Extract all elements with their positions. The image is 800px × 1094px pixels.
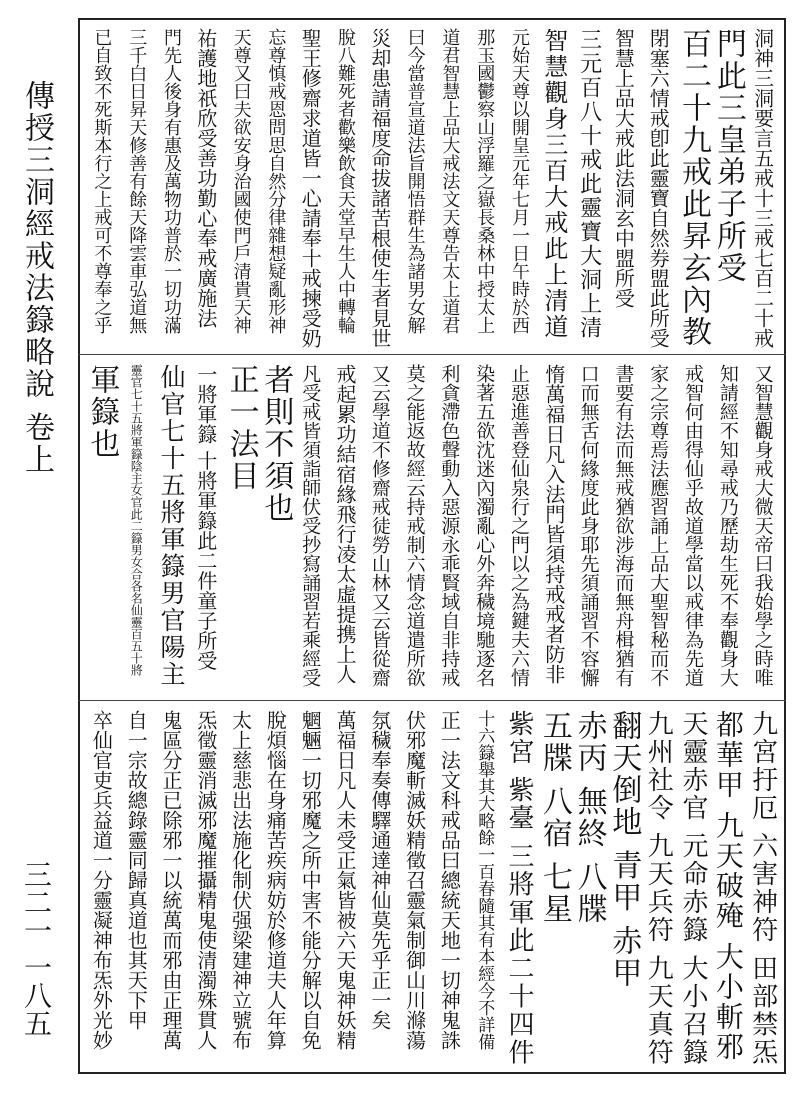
margin-title: 傳授三洞經戒法籙略說 卷上: [19, 80, 54, 476]
text-column: 五牒 八宿 七星: [536, 710, 572, 926]
text-column: 百二十九戒此昇玄內教: [676, 28, 711, 348]
text-column: 魍魎一切邪魔之所中害不能分解以自免: [298, 710, 323, 1050]
text-column: 利貪滯色聲動入惡源永乖賢域自非持戒: [438, 364, 461, 687]
text-column: 正一法目: [223, 364, 259, 492]
text-column: 都華甲 九天破殗 大小斬邪: [711, 710, 745, 1062]
text-column: 脫煩惱在身痛苦疾病妨於修道夫人年算: [263, 710, 288, 1050]
section-middle: [84, 358, 780, 698]
margin-page-number: 三二一 一八五: [20, 860, 53, 1037]
text-column: 三千白日昇天修善有餘天降雲車弘道無: [126, 28, 148, 334]
text-column: 門此三皇弟子所受: [710, 28, 746, 284]
text-column: 卒仙官吏兵益道一分靈凝神布炁外光妙: [89, 710, 114, 1050]
section-top: [84, 22, 780, 352]
text-column: 凡受戒皆須詣師伏受抄寫誦習若乘經受: [299, 364, 322, 687]
text-column: 翻天倒地 青甲 赤甲: [606, 710, 642, 990]
section-divider: [78, 700, 786, 701]
text-column: 已自致不死斯本行之上戒可不尊奉之乎: [91, 28, 113, 334]
text-column: 家之宗尊焉法應習誦上品大聖智秘而不: [647, 364, 670, 687]
text-column: 曰今當普宣道法旨開悟群生為諸男女解: [404, 28, 426, 334]
text-column: 靈官七十五將軍籙陰主女官此二籙男女合各名仙靈百五十將: [129, 364, 144, 676]
text-column: 正一法文科戒品曰總統天地一切神鬼誅: [437, 710, 462, 1050]
section-bottom: [84, 704, 780, 1070]
text-column: 道君智慧上品大戒法文天尊告太上道君: [439, 28, 461, 334]
text-column: 伏邪魔斬滅妖精徵召靈氣制御山川滌蕩: [402, 710, 427, 1050]
text-column: 門先人後身有惠及萬物功普於一切功滿: [161, 28, 182, 334]
text-column: 九宮扜厄 六害神符 田部禁炁: [747, 710, 778, 1067]
text-column: 智慧觀身三百大戒此上清道: [539, 28, 568, 340]
text-column: 鬼區分正已除邪一以統萬而邪由正理萬: [159, 710, 183, 1050]
text-column: 智慧上品大戒此法洞玄中盟所受: [611, 28, 636, 308]
text-column: 災却患請福度命拔諸苦根使生者見世: [367, 28, 392, 348]
text-column: 者則不須也: [258, 364, 294, 524]
text-column: 戒起累功結宿緣飛行凌太虛提携上人: [333, 364, 357, 684]
text-column: 惰萬福日凡入法門皆須持戒戒者防非: [541, 364, 566, 684]
text-column: 十六籙舉其大略餘一百春隨其有本經今不詳備: [474, 710, 495, 1050]
text-column: 洞神三洞要言五戒十三戒七百二十戒: [750, 28, 775, 348]
text-column: 天尊又曰夫欲安身治國使門戶清貴天神: [230, 28, 252, 334]
text-column: 赤丙 無終 八牒: [571, 710, 607, 926]
text-column: 軍籙也: [84, 364, 120, 460]
text-column: 萬福日凡人未受正氣皆被六天鬼神妖精: [333, 710, 357, 1050]
text-column: 那玉國鬱察山浮羅之嶽長桑林中授太上: [474, 28, 496, 334]
section-divider: [78, 354, 786, 355]
text-column: 紫宮 紫臺 三將軍此二十四件: [504, 710, 534, 1067]
text-column: 知請經不知尋戒乃歷劫生死不奉觀身大: [716, 364, 739, 687]
text-column: 止惡進善登仙泉行之門以之為鍵夫六情: [508, 364, 530, 687]
text-column: 染著五欲沈迷內濁亂心外奔穢境馳逐名: [473, 364, 496, 687]
text-column: 脫八難死者歡樂飲食天堂早生人中轉輪: [335, 28, 356, 334]
text-column: 口而無舌何緣度此身耶先須誦習不容懈: [577, 364, 600, 687]
text-column: 書要有法而無戒猶欲涉海而無舟楫猶有: [612, 364, 635, 687]
text-column: 自一宗故總錄靈同歸真道也其天下甲: [124, 710, 149, 1030]
text-column: 又智慧觀身戒大微天帝曰我始學之時唯: [751, 364, 774, 687]
text-column: 莫之能返故經云持戒制六情念道遣所欲: [403, 364, 426, 687]
text-column: 天靈赤官 元命赤籙 大小召籙: [678, 710, 708, 1067]
text-column: 忘尊慎戒恩問思自然分律雜想疑亂形神: [265, 28, 287, 334]
text-column: 又云學道不修齋戒徒勞山林又云皆從齋: [368, 364, 391, 687]
text-column: 炁徵靈消滅邪魔摧攝精鬼使清濁殊貫人: [193, 710, 218, 1050]
text-column: 九州社令 九天兵符 九天真符: [643, 710, 674, 1067]
text-column: 三元百八十戒此靈寶大洞上清: [576, 28, 602, 340]
text-column: 閉塞六情戒卽此靈寶自然券盟此所受: [646, 28, 671, 348]
text-column: 元始天尊以開皇元年七月一日午時於西: [509, 28, 530, 334]
text-column: 仙官七十五將軍籙男官陽主: [157, 364, 186, 688]
text-column: 戒智何由得仙乎故道學當以戒律為先道: [682, 364, 704, 687]
text-column: 祐護地祇欣受善功勤心奉戒廣施法: [193, 28, 218, 328]
text-column: 一將軍籙 十將軍籙此二件童子所受: [193, 364, 218, 671]
text-column: 聖王修齋求道皆一心請奉十戒揀受奶: [298, 28, 323, 348]
text-column: 氛穢奉奏傳驛通達神仙莫先乎正一矣: [367, 710, 392, 1030]
text-column: 太上慈悲出法施化制伏强梁建神立號布: [228, 710, 253, 1050]
